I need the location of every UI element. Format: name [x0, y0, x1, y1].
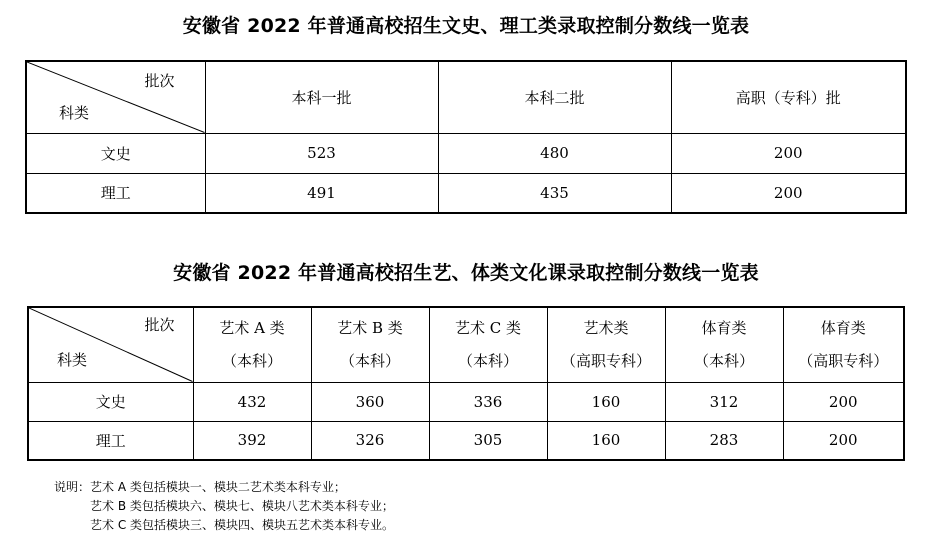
corner-category-label: 科类: [59, 103, 90, 122]
score-cell: 432: [193, 382, 311, 421]
row-label: 理工: [28, 421, 193, 460]
table2-col-header: 体育类 （高职专科）: [783, 307, 904, 382]
table2-col-header: 体育类 （本科）: [665, 307, 783, 382]
score-cell: 491: [205, 173, 438, 213]
row-label: 理工: [26, 173, 205, 213]
score-cell: 326: [311, 421, 429, 460]
score-cell: 312: [665, 382, 783, 421]
score-cell: 392: [193, 421, 311, 460]
table1-corner-cell: [26, 61, 205, 133]
table2-header-row: [28, 307, 904, 382]
score-cell: 160: [547, 382, 665, 421]
corner-category-label: 科类: [57, 350, 88, 369]
table1-col-header: 本科二批: [438, 61, 671, 133]
note-line: 艺术 B 类包括模块六、模块七、模块八艺术类本科专业；: [90, 499, 394, 513]
table1-col-header: 高职（专科）批: [671, 61, 906, 133]
row-label: 文史: [26, 133, 205, 173]
table-row: [28, 382, 904, 421]
corner-batch-label: 批次: [144, 316, 175, 334]
table2-col-header: 艺术 B 类 （本科）: [311, 307, 429, 382]
corner-batch-label: 批次: [144, 72, 175, 90]
diagonal-line: [27, 62, 205, 133]
table-row: [26, 173, 906, 213]
table1: [25, 60, 907, 214]
score-cell: 200: [671, 133, 906, 173]
score-cell: 305: [429, 421, 547, 460]
table2-title: 安徽省 2022 年普通高校招生艺、体类文化课录取控制分数线一览表: [173, 262, 759, 284]
table2-col-header: 艺术 C 类 （本科）: [429, 307, 547, 382]
row-label: 文史: [28, 382, 193, 421]
table1-header-row: [26, 61, 906, 133]
score-cell: 360: [311, 382, 429, 421]
score-cell: 283: [665, 421, 783, 460]
table2-col-header: 艺术类 （高职专科）: [547, 307, 665, 382]
table2: [27, 306, 905, 461]
note-line: 说明：艺术 A 类包括模块一、模块二艺术类本科专业；: [54, 480, 346, 494]
table1-col-header: 本科一批: [205, 61, 438, 133]
notes: [54, 478, 394, 535]
score-cell: 336: [429, 382, 547, 421]
table1-title: 安徽省 2022 年普通高校招生文史、理工类录取控制分数线一览表: [182, 15, 750, 37]
table2-col-header: 艺术 A 类 （本科）: [193, 307, 311, 382]
score-cell: 200: [671, 173, 906, 213]
score-cell: 523: [205, 133, 438, 173]
table-row: [26, 133, 906, 173]
score-cell: 200: [783, 382, 904, 421]
score-cell: 160: [547, 421, 665, 460]
note-line: 艺术 C 类包括模块三、模块四、模块五艺术类本科专业。: [90, 518, 395, 532]
table-row: [28, 421, 904, 460]
score-cell: 200: [783, 421, 904, 460]
score-cell: 480: [438, 133, 671, 173]
table2-corner-cell: [28, 307, 193, 382]
score-cell: 435: [438, 173, 671, 213]
